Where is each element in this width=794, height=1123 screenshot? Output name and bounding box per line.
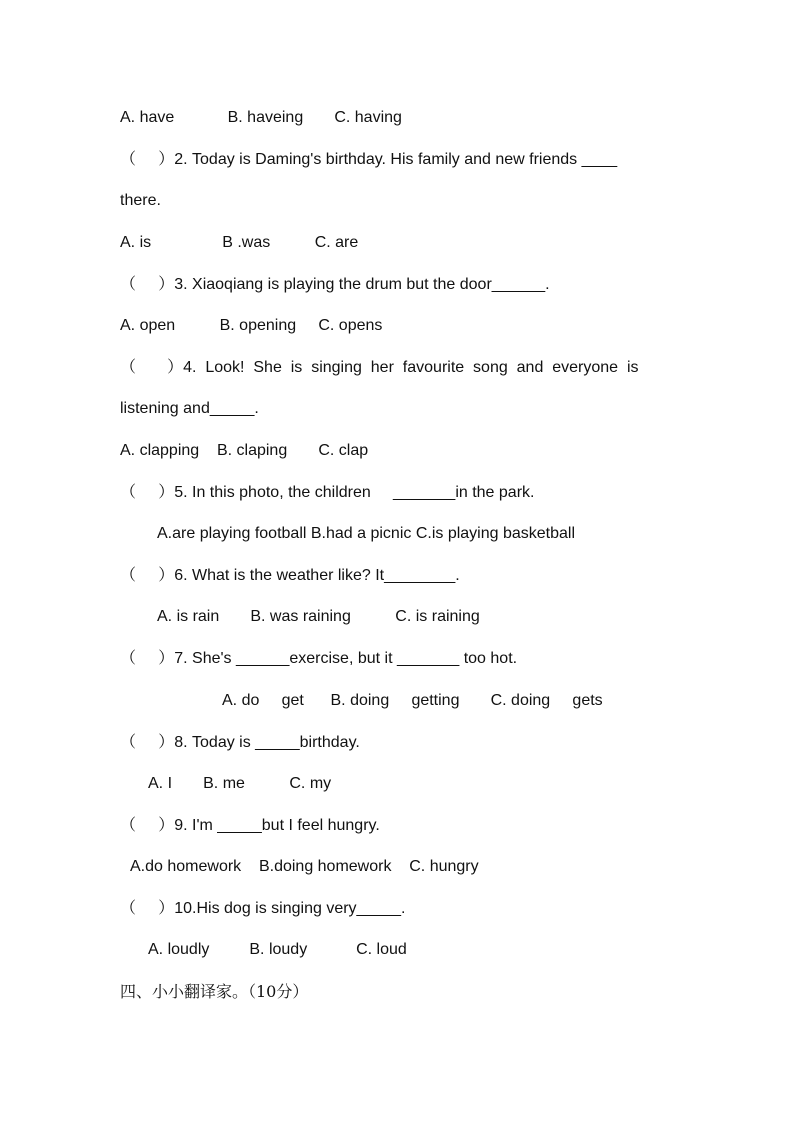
q2-options: A. is B .was C. are bbox=[120, 234, 359, 251]
question-7: （ ）7. She's ______exercise, but it _______ too hot. bbox=[120, 650, 518, 667]
question-9: （ ）9. I'm _____but I feel hungry. bbox=[120, 817, 380, 834]
q3-options: A. open B. opening C. opens bbox=[120, 317, 383, 334]
q9-options: A.do homework B.doing homework C. hungry bbox=[130, 858, 479, 875]
question-10: （ ）10.His dog is singing very_____. bbox=[120, 900, 406, 917]
q5-options: A.are playing football B.had a picnic C.is playing basketball bbox=[157, 525, 576, 542]
question-5: （ ）5. In this photo, the children _______in the park. bbox=[120, 484, 535, 501]
q4-options: A. clapping B. claping C. clap bbox=[120, 442, 369, 459]
q8-options: A. I B. me C. my bbox=[148, 775, 332, 792]
question-3: （ ）3. Xiaoqiang is playing the drum but the door______. bbox=[120, 276, 550, 293]
question-2: （ ）2. Today is Daming's birthday. His family and new friends ____ bbox=[120, 151, 618, 168]
question-6: （ ）6. What is the weather like? It________. bbox=[120, 567, 460, 584]
q10-options: A. loudly B. loudy C. loud bbox=[148, 941, 407, 958]
question-2-continued: there. bbox=[120, 192, 161, 209]
question-4: （ ）4. Look! She is singing her favourite song and everyone is bbox=[120, 359, 639, 376]
q7-options: A. do get B. doing getting C. doing gets bbox=[222, 692, 603, 709]
q6-options: A. is rain B. was raining C. is raining bbox=[157, 608, 480, 625]
question-4-continued: listening and_____. bbox=[120, 400, 259, 417]
question-8: （ ）8. Today is _____birthday. bbox=[120, 734, 360, 751]
q1-options: A. have B. haveing C. having bbox=[120, 109, 402, 126]
section-heading: 四、小小翻译家。（10分） bbox=[120, 982, 309, 1001]
